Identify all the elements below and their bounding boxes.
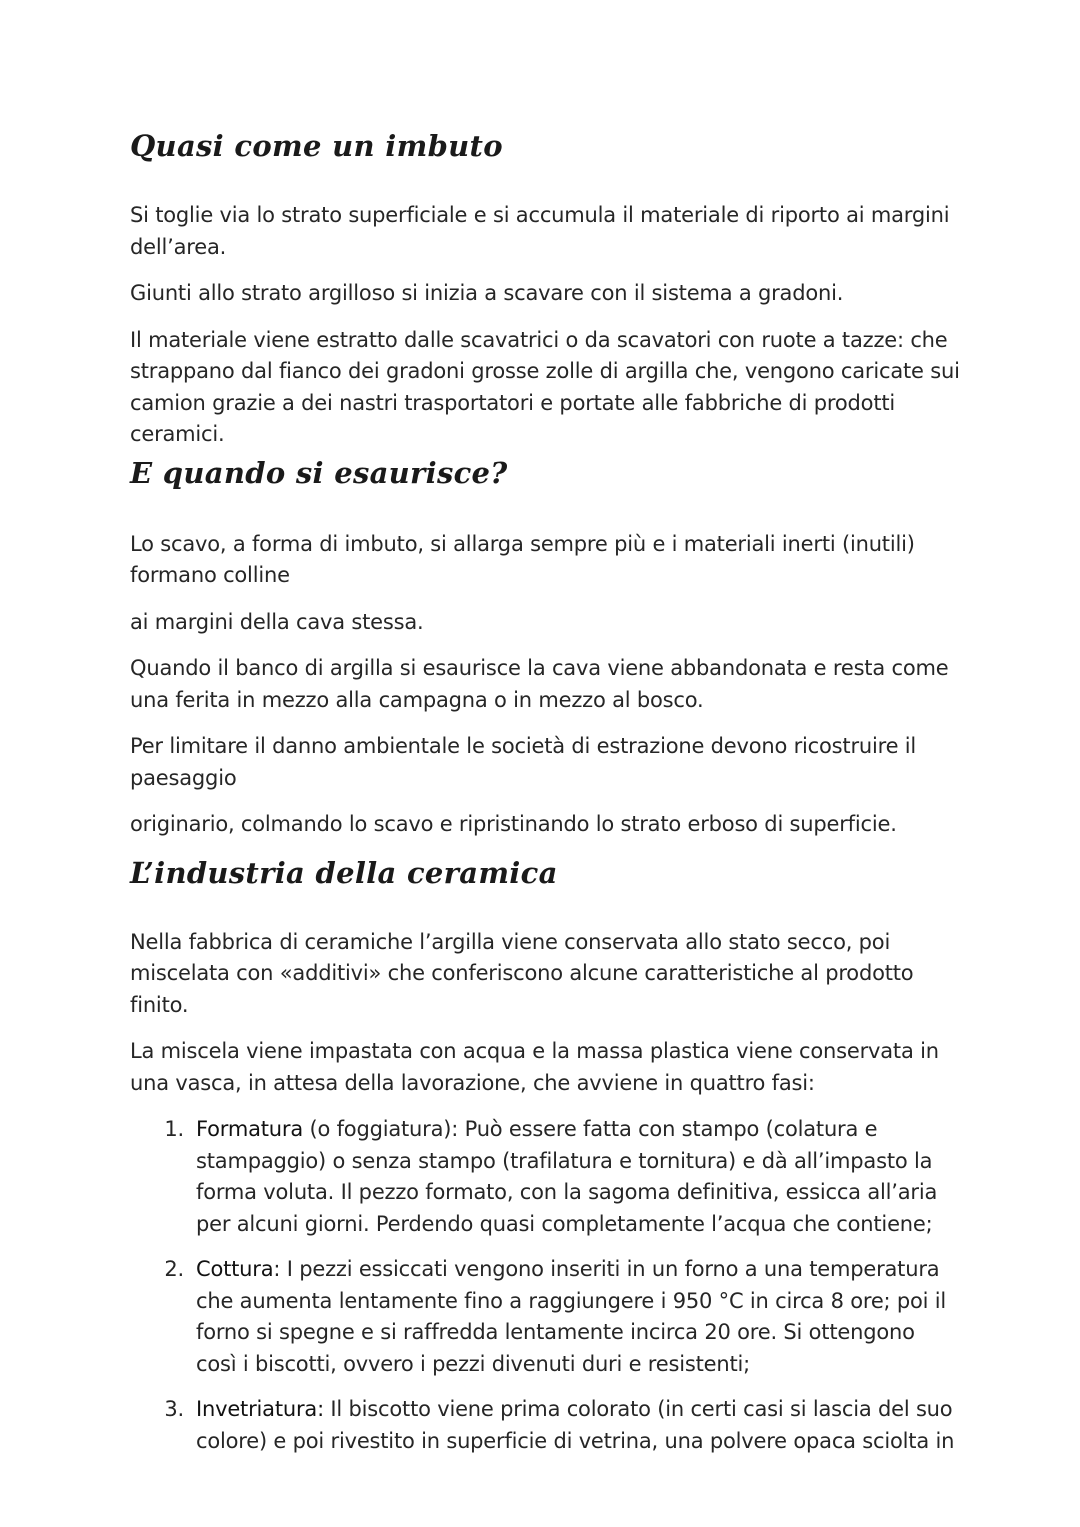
paragraph: Il materiale viene estratto dalle scavatrici o da scavatori con ruote a tazze: che strappano dal fianco dei gradoni grosse zolle di argilla che, vengono caricate sui camion grazie a dei nastri trasportatori e portate alle fabbriche di prodotti ceramici. (130, 327, 960, 446)
section-heading-imbuto: Quasi come un imbuto (130, 129, 503, 163)
list-item-body (196, 1394, 960, 1457)
section-heading-esaurisce: E quando si esaurisce? (130, 455, 508, 490)
paragraph: Nella fabbrica di ceramiche l’argilla viene conservata allo stato secco, poi miscelata con «additivi» che conferiscono alcune caratteristiche al prodotto finito. (130, 929, 914, 1017)
paragraph: Lo scavo, a forma di imbuto, si allarga sempre più e i materiali inerti (inutili) formano colline (130, 531, 915, 587)
list-term: Cottura (196, 1257, 274, 1281)
list-text: : I pezzi essiccati vengono inseriti in un forno a una temperatura che aumenta lentamente fino a raggiungere i 950 °C in circa 8 ore; poi il forno si spegne e si raffredda lentamente incirca 20 ore. Si ottengono così i biscotti, ovvero i pezzi divenuti duri e resistenti; (196, 1257, 947, 1376)
list-number: 2. (164, 1257, 184, 1281)
list-number: 3. (164, 1397, 184, 1421)
list-term: Invetriatura: (196, 1397, 324, 1421)
document-page (130, 128, 960, 1471)
paragraph: Si toglie via lo strato superficiale e si accumula il materiale di riporto ai margini dell’area. (130, 203, 950, 259)
phases-list (130, 1114, 960, 1457)
list-item-body (196, 1114, 960, 1240)
list-item (130, 1114, 960, 1240)
list-item (130, 1254, 960, 1380)
list-item (130, 1394, 960, 1457)
section-heading-ceramica: L’industria della ceramica (130, 855, 558, 890)
paragraph: Quando il banco di argilla si esaurisce la cava viene abbandonata e resta come una ferita in mezzo alla campagna o in mezzo al bosco. (130, 656, 949, 712)
list-text: Il biscotto viene prima colorato (in certi casi si lascia del suo colore) e poi rivestito in superficie di vetrina, una polvere opaca sciolta in (196, 1397, 955, 1453)
paragraph: ai margini della cava stessa. (130, 609, 424, 634)
paragraph: originario, colmando lo scavo e ripristinando lo strato erboso di superficie. (130, 812, 897, 836)
list-item-body (196, 1254, 960, 1380)
list-number: 1. (164, 1117, 184, 1141)
list-text: (o foggiatura): Può essere fatta con stampo (colatura e stampaggio) o senza stampo (trafilatura e tornitura) e dà all’impasto la forma voluta. Il pezzo formato, con la sagoma definitiva, essicca all’aria per alcuni giorni. Perdendo quasi completamente l’acqua che contiene; (196, 1117, 938, 1236)
paragraph: Per limitare il danno ambientale le società di estrazione devono ricostruire il paesaggio (130, 734, 917, 790)
paragraph: Giunti allo strato argilloso si inizia a scavare con il sistema a gradoni. (130, 281, 844, 305)
list-term: Formatura (196, 1117, 304, 1141)
paragraph: La miscela viene impastata con acqua e la massa plastica viene conservata in una vasca, in attesa della lavorazione, che avviene in quattro fasi: (130, 1039, 939, 1095)
